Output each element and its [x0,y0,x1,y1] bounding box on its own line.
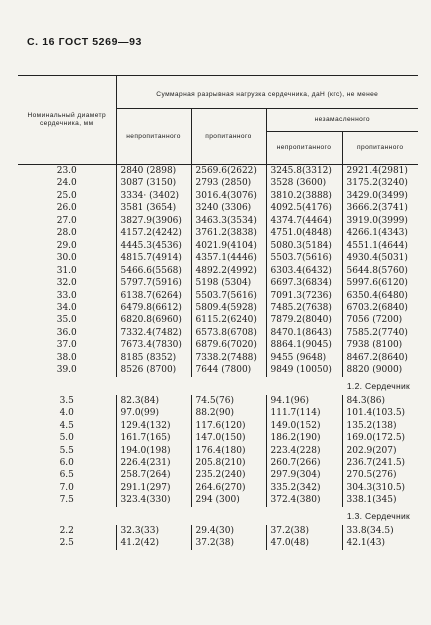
col-header-unoiled: незамасленного [266,109,418,132]
cell-value: 7644 (7800) [191,364,266,376]
cell-value: 291.1(297) [116,482,191,494]
cell-value: 6697.3(6834) [266,277,342,289]
cell-value: 5503.7(5616) [191,290,266,302]
cell-value: 37.2(38) [266,525,342,537]
cell-value: 223.4(228) [266,445,342,457]
cell-value: 32.3(33) [116,525,191,537]
table-row [18,215,418,227]
cell-diameter: 6.5 [59,470,74,481]
cell-value: 74.5(76) [191,395,266,407]
cell-value: 3761.2(3838) [191,227,266,239]
cell-value: 205.8(210) [191,457,266,469]
cell-value: 8820 (9000) [342,364,418,376]
table-row [18,277,418,289]
cell-value: 6703.2(6840) [342,302,418,314]
cell-value: 2921.4(2981) [342,165,418,178]
cell-value: 323.4(330) [116,494,191,506]
cell-value: 264.6(270) [191,482,266,494]
cell-diameter: 6.0 [59,457,74,468]
cell-diameter: 26.0 [56,203,77,214]
cell-value: 258.7(264) [116,469,191,481]
cell-diameter: 5.0 [59,433,74,444]
cell-value: 7056 (7200) [342,314,418,326]
cell-value: 129.4(132) [116,420,191,432]
table-row [18,190,418,202]
cell-value: 5080.3(5184) [266,240,342,252]
cell-value: 6303.4(6432) [266,265,342,277]
col-header-c2: пропитанного [191,109,266,165]
col-header-c1: непропитанного [116,109,191,165]
cell-value: 6479.8(6612) [116,302,191,314]
table-row [18,302,418,314]
cell-value: 8526 (8700) [116,364,191,376]
cell-diameter: 39.0 [56,365,77,376]
cell-value: 186.2(190) [266,432,342,444]
cell-value: 97.0(99) [116,407,191,419]
cell-value: 4266.1(4343) [342,227,418,239]
cell-value: 84.3(86) [342,395,418,407]
cell-value: 7091.3(7236) [266,290,342,302]
cell-value: 47.0(48) [266,537,342,549]
table-row [18,227,418,239]
cell-diameter: 34.0 [56,302,77,313]
cell-diameter: 36.0 [56,327,77,338]
cell-value: 3810.2(3888) [266,190,342,202]
cell-diameter: 7.5 [59,495,74,506]
table-row [18,432,418,444]
cell-diameter: 4.5 [59,420,74,431]
cell-value: 304.3(310.5) [342,482,418,494]
cell-value: 3463.3(3534) [191,215,266,227]
cell-value: 4751.0(4848) [266,227,342,239]
table-row [18,482,418,494]
table-row [18,457,418,469]
cell-value: 3429.0(3499) [342,190,418,202]
cell-value: 8470.1(8643) [266,327,342,339]
cell-value: 2569.6(2622) [191,165,266,178]
cell-value: 8467.2(8640) [342,352,418,364]
table-row [18,364,418,376]
cell-diameter: 32.0 [56,278,77,289]
cell-value: 372.4(380) [266,494,342,506]
cell-value: 8864.1(9045) [266,339,342,351]
section-caption-row [18,507,418,525]
cell-value: 94.1(96) [266,395,342,407]
cell-value: 335.2(342) [266,482,342,494]
cell-diameter: 23.0 [56,166,77,176]
cell-value: 2840 (2898) [116,165,191,178]
cell-value: 260.7(266) [266,457,342,469]
table-row [18,165,418,178]
cell-diameter: 3.5 [59,395,74,406]
cell-diameter: 4.0 [59,408,74,419]
col-header-c3: непропитанного [266,132,342,165]
cell-value: 202.9(207) [342,445,418,457]
cell-value: 7338.2(7488) [191,352,266,364]
cell-value: 4815.7(4914) [116,252,191,264]
cell-value: 117.6(120) [191,420,266,432]
col-header-c4: пропитанного [342,132,418,165]
cell-value: 5644.8(5760) [342,265,418,277]
cell-value: 4445.3(4536) [116,240,191,252]
cell-value: 6115.2(6240) [191,314,266,326]
cell-diameter: 31.0 [56,265,77,276]
cell-value: 101.4(103.5) [342,407,418,419]
cell-value: 3827.9(3906) [116,215,191,227]
cell-value: 3666.2(3741) [342,202,418,214]
cell-value: 3087 (3150) [116,177,191,189]
cell-value: 297.9(304) [266,469,342,481]
table-row [18,525,418,537]
cell-value: 7879.2(8040) [266,314,342,326]
cell-value: 176.4(180) [191,445,266,457]
cell-value: 226.4(231) [116,457,191,469]
cell-value: 236.7(241.5) [342,457,418,469]
cell-value: 235.2(240) [191,469,266,481]
table-row [18,420,418,432]
cell-value: 3245.8(3312) [266,165,342,178]
cell-value: 4551.1(4644) [342,240,418,252]
cell-value: 111.7(114) [266,407,342,419]
cell-value: 6573.8(6708) [191,327,266,339]
cell-value: 42.1(43) [342,537,418,549]
cell-value: 7485.2(7638) [266,302,342,314]
section-caption-row [18,377,418,395]
cell-diameter: 2.5 [59,538,74,549]
cell-value: 82.3(84) [116,395,191,407]
table-row [18,327,418,339]
cell-value: 4021.9(4104) [191,240,266,252]
cell-value: 194.0(198) [116,445,191,457]
cell-value: 6820.8(6960) [116,314,191,326]
cell-value: 9849 (10050) [266,364,342,376]
col-header-group: Суммарная разрывная нагрузка сердечника, даН (кгс), не менее [116,76,418,109]
cell-diameter: 25.0 [56,190,77,201]
cell-diameter: 27.0 [56,215,77,226]
cell-value: 270.5(276) [342,469,418,481]
cell-diameter: 30.0 [56,253,77,264]
table-row [18,352,418,364]
cell-value: 7673.4(7830) [116,339,191,351]
cell-value: 169.0(172.5) [342,432,418,444]
table-row [18,445,418,457]
section-caption: 1.2. Сердечник [346,380,411,391]
cell-value: 4374.7(4464) [266,215,342,227]
cell-value: 29.4(30) [191,525,266,537]
table-row [18,252,418,264]
cell-value: 3919.0(3999) [342,215,418,227]
cell-value: 5997.6(6120) [342,277,418,289]
cell-value: 4092.5(4176) [266,202,342,214]
cell-value: 4357.1(4446) [191,252,266,264]
cell-value: 9455 (9648) [266,352,342,364]
section-caption: 1.3. Сердечник [346,510,411,521]
cell-value: 5198 (5304) [191,277,266,289]
cell-value: 2793 (2850) [191,177,266,189]
cell-value: 3175.2(3240) [342,177,418,189]
table-row [18,265,418,277]
table-row [18,177,418,189]
page-header: С. 16 ГОСТ 5269—93 [27,36,142,48]
table-row [18,537,418,549]
cell-value: 5809.4(5928) [191,302,266,314]
breaking-load-table [18,75,418,550]
table-row [18,494,418,506]
table-row [18,407,418,419]
cell-value: 3528 (3600) [266,177,342,189]
col-header-diameter: Номинальный диаметр сердечника, мм [18,76,116,165]
cell-diameter: 2.2 [59,525,74,536]
cell-value: 161.7(165) [116,432,191,444]
cell-diameter: 7.0 [59,482,74,493]
cell-diameter: 35.0 [56,315,77,326]
cell-value: 33.8(34.5) [342,525,418,537]
cell-value: 3240 (3306) [191,202,266,214]
cell-value: 6138.7(6264) [116,290,191,302]
cell-value: 7332.4(7482) [116,327,191,339]
cell-diameter: 5.5 [59,445,74,456]
cell-value: 294 (300) [191,494,266,506]
cell-value: 4930.4(5031) [342,252,418,264]
table-row [18,314,418,326]
cell-diameter: 29.0 [56,240,77,251]
cell-value: 6879.6(7020) [191,339,266,351]
cell-value: 149.0(152) [266,420,342,432]
cell-value: 7938 (8100) [342,339,418,351]
table-row [18,395,418,407]
cell-value: 3581 (3654) [116,202,191,214]
cell-value: 4157.2(4242) [116,227,191,239]
cell-diameter: 33.0 [56,290,77,301]
cell-diameter: 24.0 [56,178,77,189]
cell-value: 37.2(38) [191,537,266,549]
cell-value: 8185 (8352) [116,352,191,364]
table-row [18,339,418,351]
table-row [18,469,418,481]
cell-diameter: 28.0 [56,228,77,239]
table-row [18,290,418,302]
cell-value: 5466.6(5568) [116,265,191,277]
cell-value: 5503.7(5616) [266,252,342,264]
cell-diameter: 37.0 [56,340,77,351]
cell-value: 338.1(345) [342,494,418,506]
cell-value: 135.2(138) [342,420,418,432]
cell-value: 41.2(42) [116,537,191,549]
cell-value: 3334· (3402) [116,190,191,202]
cell-value: 147.0(150) [191,432,266,444]
table-row [18,240,418,252]
cell-value: 7585.2(7740) [342,327,418,339]
cell-value: 6350.4(6480) [342,290,418,302]
cell-value: 3016.4(3076) [191,190,266,202]
cell-value: 88.2(90) [191,407,266,419]
cell-value: 5797.7(5916) [116,277,191,289]
cell-value: 4892.2(4992) [191,265,266,277]
table-row [18,202,418,214]
cell-diameter: 38.0 [56,352,77,363]
